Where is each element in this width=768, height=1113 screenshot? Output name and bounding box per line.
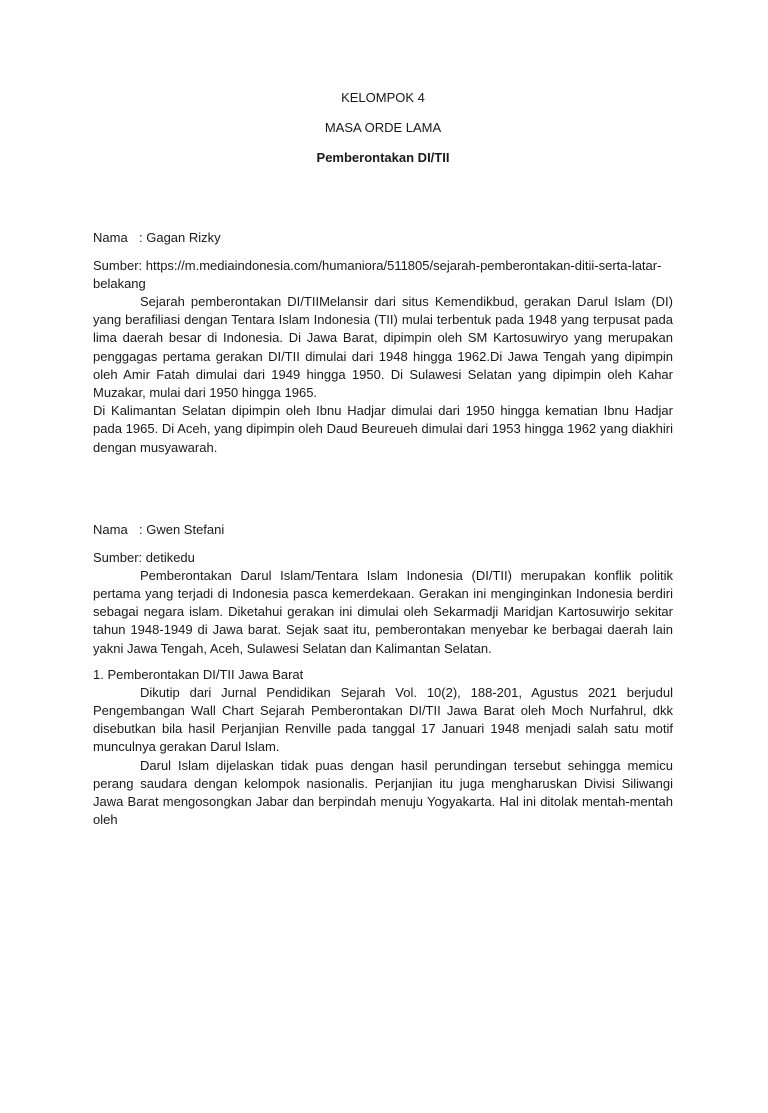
- author-line: [93, 521, 673, 539]
- name-label: Nama: [93, 230, 128, 245]
- era-title: MASA ORDE LAMA: [324, 120, 442, 135]
- paragraph: Dikutip dari Jurnal Pendidikan Sejarah Vol. 10(2), 188-201, Agustus 2021 berjudul Pengembangan Wall Chart Sejarah Pemberontakan DI/TII Jawa Barat oleh Moch Nurfahrul, dkk disebutkan bila hasil Perjanjian Renville pada tanggal 17 Januari 1948 menjadi salah satu motif munculnya gerakan Darul Islam.: [93, 684, 673, 755]
- topic-title: Pemberontakan DI/TII: [316, 150, 450, 165]
- paragraph: Sejarah pemberontakan DI/TIIMelansir dari situs Kemendikbud, gerakan Darul Islam (DI) yang berafiliasi dengan Tentara Islam Indonesia (TII) mulai terbentuk pada 1948 yang terpusat pada lima daerah besar di Indonesia. Di Jawa Barat, dipimpin oleh SM Kartosuwiryo yang merupakan penggagas pertama gerakan DI/TII dimulai dari 1948 hingga 1962.Di Jawa Tengah yang dipimpin oleh Amir Fatah dimulai dari 1949 hingga 1950. Di Sulawesi Selatan yang dipimpin oleh Kahar Muzakar, mulai dari 1950 hingga 1965.: [93, 294, 673, 401]
- paragraph: Pemberontakan Darul Islam/Tentara Islam Indonesia (DI/TII) merupakan konflik politik pertama yang terjadi di Indonesia pasca kemerdekaan. Gerakan ini menginginkan Indonesia berdiri sebagai negara islam. Diketahui gerakan ini dimulai oleh Sekarmadji Maridjan Kartosuwirjo sekitar tahun 1948-1949 di Jawa barat. Sejak saat itu, pemberontakan menyebar ke berbagai daerah lain yakni Jawa Tengah, Aceh, Sulawesi Selatan dan Kalimantan Selatan.: [93, 567, 673, 656]
- name-label: Nama: [93, 521, 128, 537]
- document-page: [0, 89, 768, 1113]
- list-heading: 1. Pemberontakan DI/TII Jawa Barat: [93, 666, 304, 682]
- group-title: KELOMPOK 4: [341, 90, 425, 105]
- source-line: Sumber: https://m.mediaindonesia.com/humaniora/511805/sejarah-pemberontakan-ditii-serta-latar-belakang: [93, 258, 662, 291]
- paragraph: Di Kalimantan Selatan dipimpin oleh Ibnu Hadjar dimulai dari 1950 hingga kematian Ibnu Hadjar pada 1965. Di Aceh, yang dipimpin oleh Daud Beureueh dimulai dari 1953 hingga 1962 yang diakhiri dengan musyawarah.: [93, 403, 673, 455]
- paragraph: Darul Islam dijelaskan tidak puas dengan hasil perundingan tersebut sehingga memicu perang saudara dengan kelompok nasionalis. Perjanjian itu juga mengharuskan Divisi Siliwangi Jawa Barat mengosongkan Jabar dan berpindah menuju Yogyakarta. Hal ini ditolak mentah-mentah oleh: [93, 757, 673, 828]
- author-line: [93, 229, 673, 247]
- author-name: : Gagan Rizky: [139, 230, 221, 245]
- author-name: : Gwen Stefani: [139, 521, 225, 537]
- source-line: Sumber: detikedu: [93, 549, 195, 565]
